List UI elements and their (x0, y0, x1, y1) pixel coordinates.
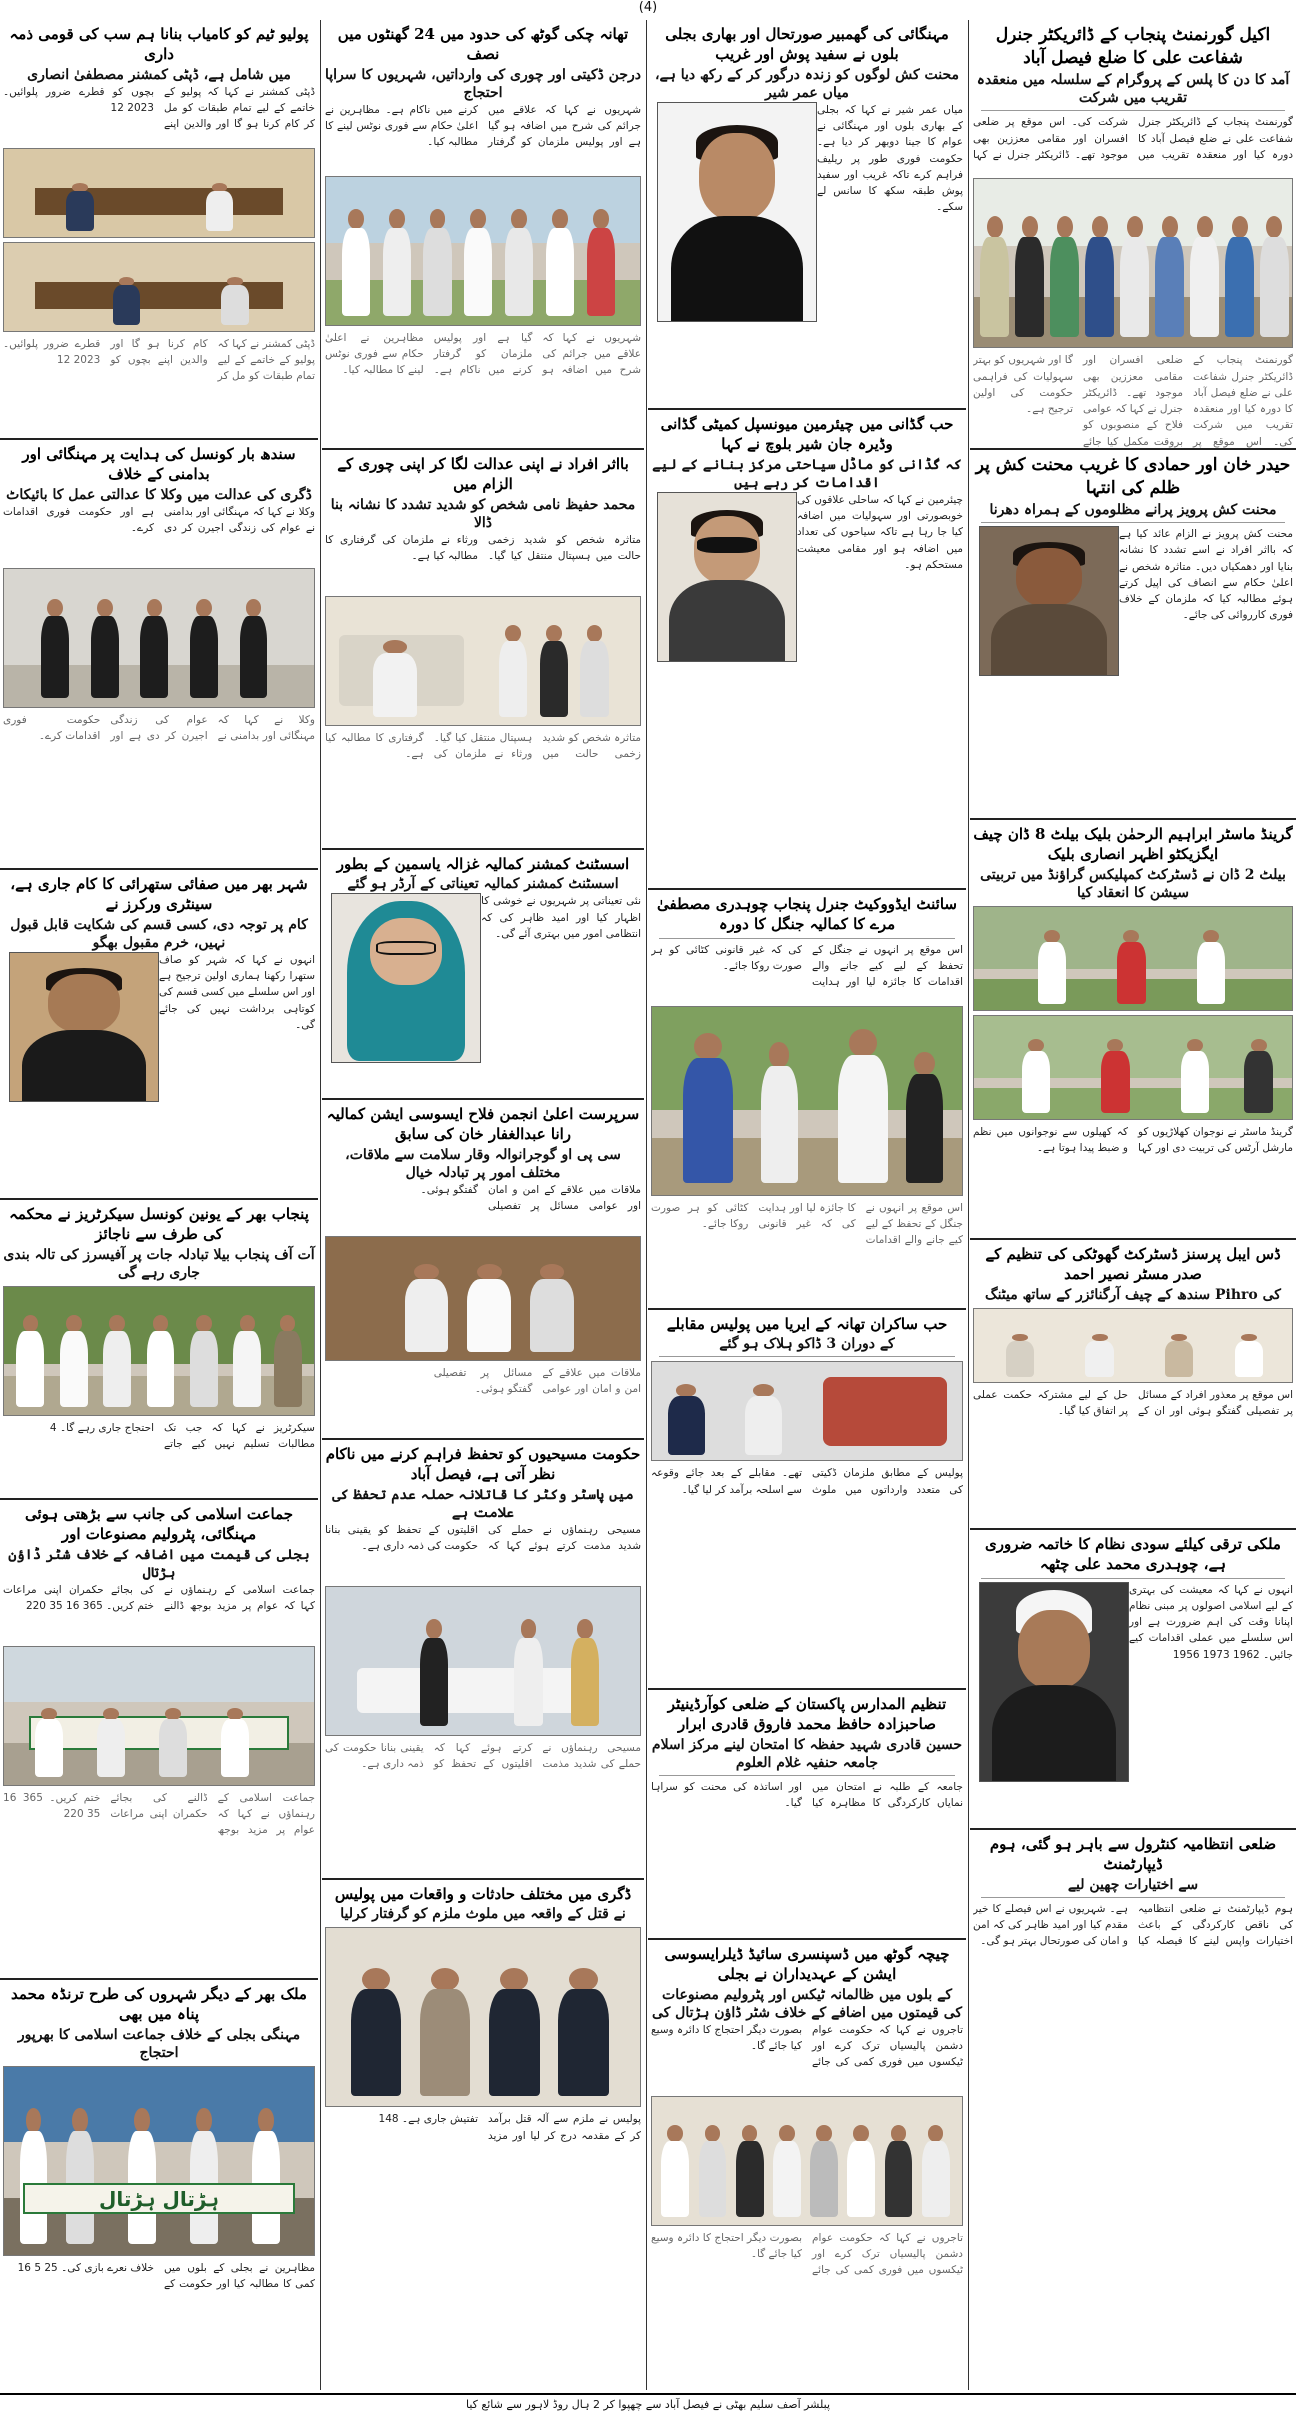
deck: کہ گڈانی کو ماڈل سیاحتی مرکز بنانے کے لیے اقدامات کر رہے ہیں (652, 456, 962, 491)
group-photo (973, 178, 1293, 348)
headline: حیدر خان اور حمادی کا غریب محنت کش پر ظلم کی انتہا (975, 455, 1291, 498)
meeting-photo (325, 1236, 641, 1361)
article-body: میاں عمر شیر نے کہا کہ بجلی کے بھاری بلوں اور مہنگائی نے عوام کا جینا دوبھر کر دیا ہے۔ حکومت فوری طور پر ریلیف فراہم کرے تاکہ غریب اور سفید پوش طبقہ سکھ کا سانس لے سکے۔ (817, 103, 963, 214)
article-assistant-commissioner (322, 850, 644, 1100)
article-christians (322, 1440, 644, 1880)
article-madaris-exam (648, 1690, 966, 1940)
article-disabled-persons (970, 1240, 1296, 1530)
article-body-continued: تاجروں نے کہا کہ حکومت عوام دشمن پالیسیاں ترک کرے اور ٹیکسوں میں فوری کمی کی جائے بصورت دیگر احتجاج کا دائرہ وسیع کیا جائے گا۔ (651, 2231, 963, 2277)
article-body: انہوں نے کہا کہ معیشت کی بہتری کے لیے اسلامی اصولوں پر مبنی نظام اپنانا وقت کی اہم ضرورت ہے اور اس سلسلے میں عملی اقدامات کیے جائیں۔ 1962 1973 1956 (1129, 1583, 1293, 1661)
deck: کام پر توجہ دی، کسی قسم کی شکایت قابل قبول نہیں، خرم مقبول بھگو (10, 916, 308, 951)
secretaries-photo (3, 1286, 315, 1416)
speaker-portrait (657, 102, 817, 322)
headline: جماعت اسلامی کی جانب سے بڑھتی ہوئی مہنگائی، پٹرولیم مصنوعات اور (24, 1505, 294, 1544)
deck: حسین قادری شہید حفظہ کا امتحان لینے مرکز اسلام جامعہ حنفیہ غلام العلوم (651, 1736, 963, 1771)
column-separator (320, 20, 321, 2390)
article-body: اس موقع پر انہوں نے جنگل کے تحفظ کے لیے کیے جانے والے اقدامات کا جائزہ لیا اور ہدایت کی کہ غیر قانونی کٹائی کو ہر صورت روکا جائے۔ (651, 943, 963, 989)
headline: سائنٹ ایڈووکیٹ جنرل پنجاب چوہدری مصطفیٰ مرے کا کمالیہ جنگل کا دورہ (657, 895, 957, 934)
protest-rally-photo (3, 2066, 315, 2256)
article-body: گورنمنٹ پنجاب کے ڈائریکٹر جنرل شفاعت علی نے ضلع فیصل آباد کا دورہ کیا اور منعقدہ تقریب میں شرکت کی۔ اس موقع پر ضلعی افسران اور مقامی معززین بھی موجود تھے۔ ڈائریکٹر جنرل نے کہا (973, 116, 1293, 161)
article-body: جامعہ کے طلبہ نے امتحان میں نمایاں کارکردگی کا مظاہرہ کیا اور اساتذہ کی محنت کو سراہا گیا۔ (651, 1780, 963, 1810)
deck: میں پاسٹر وکٹر کا قاتلانہ حملہ عدم تحفظ کی علامت ہے (332, 1486, 634, 1521)
article-uc-secretaries (0, 1200, 318, 1500)
encounter-photo (651, 1361, 963, 1461)
chairman-portrait (657, 492, 797, 662)
training-photo-top (973, 906, 1293, 1011)
meeting-photo (973, 1308, 1293, 1383)
official-portrait (9, 952, 159, 1102)
article-kamalia-forest (648, 890, 966, 1310)
deck: میں شامل ہے، ڈپٹی کمشنر مصطفیٰ انصاری (27, 66, 291, 83)
article-body: ملاقات میں علاقے کے امن و امان اور عوامی مسائل پر تفصیلی گفتگو ہوئی۔ (420, 1183, 641, 1213)
article-body: اس موقع پر معذور افراد کے مسائل پر تفصیلی گفتگو ہوئی اور ان کے حل کے لیے مشترکہ حکمت عملی پر اتفاق کیا گیا۔ (973, 1388, 1293, 1417)
article-body: گرینڈ ماسٹر نے نوجوان کھلاڑیوں کو مارشل آرٹس کی تربیت دی اور کہا کہ کھیلوں سے نوجوانوں میں نظم و ضبط پیدا ہوتا ہے۔ (973, 1125, 1293, 1155)
article-body-continued: شہریوں نے کہا کہ علاقے میں جرائم کی شرح میں اضافہ ہو گیا ہے اور پولیس ملزمان کو گرفتار کرنے میں ناکام ہے۔ مظاہرین نے اعلیٰ حکام سے فوری نوٹس لینے کا مطالبہ کیا۔ (325, 331, 641, 377)
headline: ڈس ایبل پرسنز ڈسٹرکٹ گھوٹکی کی تنظیم کے صدر مسٹر نصیر احمد (985, 1245, 1281, 1284)
divider (981, 110, 1285, 111)
article-robberies (322, 20, 644, 450)
deck: کے دوران 3 ڈاکو ہلاک ہو گئے (719, 1336, 895, 1353)
article-body-continued: ڈپٹی کمشنر نے کہا کہ پولیو کے خاتمے کے لیے تمام طبقات کو مل کر کام کرنا ہو گا اور والدین اپنے بچوں کو قطرے ضرور پلوائیں۔ 2023 12 (3, 337, 315, 383)
deck: کے بلوں میں ظالمانہ ٹیکس اور پٹرولیم مصنوعات کی قیمتوں میں اضافے کے خلاف شٹر ڈاؤن ہڑتال کی (651, 1986, 963, 2021)
article-body-continued: وکلا نے کہا کہ مہنگائی اور بدامنی نے عوام کی زندگی اجیرن کر دی ہے اور حکومت فوری اقدامات کرے۔ (3, 713, 315, 742)
column-2 (648, 20, 966, 2390)
headline: حکومت مسیحیوں کو تحفظ فراہم کرنے میں ناکام نظر آتی ہے، فیصل آباد (325, 1445, 641, 1484)
column-separator (646, 20, 647, 2390)
deck: آمد کا دن کا پلس کے پروگرام کے سلسلہ میں منعقدہ تقریب میں شرکت (976, 71, 1290, 107)
headline: ملک بھر کے دیگر شہروں کی طرح ترنڈہ محمد پناہ میں بھی (11, 1985, 307, 2024)
headline: پولیو ٹیم کو کامیاب بنانا ہم سب کی قومی ذمہ داری (9, 25, 309, 64)
deck: اسسٹنٹ کمشنر کمالیہ تعیناتی کے آرڈر ہو گئے (347, 876, 619, 893)
article-body-continued: گورنمنٹ پنجاب کے ڈائریکٹر جنرل شفاعت علی نے ضلع فیصل آباد کا دورہ کیا اور منعقدہ تقریب میں شرکت کی۔ اس موقع پر ضلعی افسران اور مقامی معززین بھی موجود تھے۔ ڈائریکٹر جنرل نے کہا کہ عوامی فلاح کے منصوبوں کو بروقت مکمل کیا جائے گا اور شہریوں کو بہتر سہولیات کی فراہمی حکومت کی اولین ترجیح ہے۔ (973, 354, 1293, 448)
headline: مہنگائی کی گھمبیر صورتحال اور بھاری بجلی بلوں نے سفید پوش اور غریب (665, 25, 949, 64)
article-body: مظاہرین نے بجلی کے بلوں میں کمی کا مطالبہ کیا اور حکومت کے خلاف نعرے بازی کی۔ 25 5 16 (17, 2261, 315, 2291)
article-tarinda-protest (0, 1980, 318, 2380)
headline: پنجاب بھر کے یونین کونسل سیکرٹریز نے محکمہ کی طرف سے ناجائز (9, 1205, 309, 1244)
lawyers-photo (3, 568, 315, 708)
article-body: تاجروں نے کہا کہ حکومت عوام دشمن پالیسیاں ترک کرے اور ٹیکسوں میں فوری کمی کی جائے بصورت دیگر احتجاج کا دائرہ وسیع کیا جائے گا۔ (651, 2023, 963, 2069)
article-body: سیکرٹریز نے کہا کہ جب تک مطالبات تسلیم نہیں کیے جاتے احتجاج جاری رہے گا۔ 4 (49, 1421, 315, 1451)
article-body: مسیحی رہنماؤں نے حملے کی شدید مذمت کرتے ہوئے کہا کہ اقلیتوں کے تحفظ کو یقینی بنانا حکومت کی ذمہ داری ہے۔ (325, 1523, 641, 1553)
page-number: (4) (638, 0, 658, 15)
headline: سرپرست اعلیٰ انجمن فلاح ایسوسی ایشن کمالیہ رانا عبدالغفار خان کی سابق (326, 1105, 640, 1144)
police-arrest-photo (325, 1927, 641, 2107)
headline: ڈگری میں مختلف حادثات و واقعات میں پولیس (334, 1885, 632, 1903)
office-photo-bottom (3, 242, 315, 332)
article-body: چیئرمین نے کہا کہ ساحلی علاقوں کی خوبصورتی اور سہولیات میں اضافہ کیا جا رہا ہے تاکہ سیاحوں کی تعداد میں اضافہ ہو اور مقامی معیشت مستحکم ہو۔ (797, 493, 963, 571)
divider (659, 1356, 955, 1357)
training-photo-bottom (973, 1015, 1293, 1120)
article-strike-dealers (648, 1940, 966, 2390)
article-polio (0, 20, 318, 440)
deck: سے اختیارات چھین لیے (1067, 1876, 1199, 1893)
speaker-portrait (979, 1582, 1129, 1782)
article-body: ہوم ڈیپارٹمنٹ نے ضلعی انتظامیہ کی ناقص کارکردگی کے باعث اختیارات واپس لینے کا فیصلہ کیا ہے۔ شہریوں نے اس فیصلے کا خیر مقدم کیا اور امید ظاہر کی کہ امن و امان کی صورتحال بہتر ہو گی۔ (973, 1902, 1293, 1948)
article-gadani (648, 410, 966, 890)
column-1 (970, 20, 1296, 2390)
article-jamaat-strike (0, 1500, 318, 1980)
headline: شہر بھر میں صفائی ستھرائی کا کام جاری ہے، سینٹری ورکرز نے (10, 875, 308, 914)
article-body-continued: متاثرہ شخص کو شدید زخمی حالت میں ہسپتال منتقل کیا گیا۔ ورثاء نے ملزمان کی گرفتاری کا مطالبہ کیا ہے۔ (325, 731, 641, 761)
headline: چیچہ گوٹھ میں ڈسپنسری سائیڈ ڈیلرایسوسی ایشن کے عہدیداران نے بجلی (664, 1945, 950, 1984)
article-martial-arts (970, 820, 1296, 1240)
article-bar-council (0, 440, 318, 870)
article-laborer (970, 450, 1296, 820)
article-sanitation (0, 870, 318, 1200)
headline: حب ساکران تھانہ کے ایریا میں پولیس مقابلے (666, 1315, 948, 1333)
article-cpo-meeting (322, 1100, 644, 1440)
article-police-encounter (648, 1310, 966, 1690)
dealers-group-photo (651, 2096, 963, 2226)
article-body-continued: ملاقات میں علاقے کے امن و امان اور عوامی مسائل پر تفصیلی گفتگو ہوئی۔ (433, 1366, 641, 1396)
headline: حب گڈانی میں چیئرمین میونسپل کمیٹی گڈانی وڈیرہ جان شیر بلوچ نے کہا (660, 415, 954, 454)
deck: بجلی کی قیمت میں اضافہ کے خلاف شٹر ڈاؤن ہڑتال (8, 1546, 310, 1581)
headline: سندھ بار کونسل کی ہدایت پر مہنگائی اور بدامنی کے خلاف (22, 445, 296, 484)
deck: بیلٹ 2 ڈان نے ڈسٹرکٹ کمپلیکس گراؤنڈ میں تربیتی سیشن کا انعقاد کیا (980, 866, 1286, 901)
victim-hospital-photo (325, 596, 641, 726)
article-body: متاثرہ شخص کو شدید زخمی حالت میں ہسپتال منتقل کیا گیا۔ ورثاء نے ملزمان کی گرفتاری کا مطالبہ کیا ہے۔ (325, 533, 641, 563)
protest-photo (325, 176, 641, 326)
article-body: محنت کش پرویز نے الزام عائد کیا ہے کہ بااثر افراد نے اسے تشدد کا نشانہ بنایا اور دھمکیاں دیں۔ متاثرہ شخص نے اعلیٰ حکام سے انصاف کی اپیل کرتے ہوئے مطالبہ کیا کہ ملزمان کے خلاف فوری کارروائی کی جائے۔ (1119, 528, 1293, 622)
article-body: ڈپٹی کمشنر نے کہا کہ پولیو کے خاتمے کے لیے تمام طبقات کو مل کر کام کرنا ہو گا اور والدین اپنے بچوں کو قطرے ضرور پلوائیں۔ 2023 12 (3, 85, 315, 131)
divider (981, 1578, 1285, 1579)
headline: ملکی ترقی کیلئے سودی نظام کا خاتمہ ضروری ہے، چوہدری محمد علی چٹھہ (985, 1535, 1281, 1574)
office-photo-top (3, 148, 315, 238)
article-home-department (970, 1830, 1296, 2390)
article-body-continued: مسیحی رہنماؤں نے حملے کی شدید مذمت کرتے ہوئے کہا کہ اقلیتوں کے تحفظ کو یقینی بنانا حکومت کی ذمہ داری ہے۔ (325, 1741, 641, 1771)
article-interest-free (970, 1530, 1296, 1830)
headline: اسسٹنٹ کمشنر کمالیہ غزالہ یاسمین کے بطور (336, 855, 630, 873)
deck: ڈگری کی عدالت میں وکلا کا عدالتی عمل کا بائیکاٹ (6, 486, 312, 503)
article-inflation (648, 20, 966, 410)
commissioner-portrait (331, 893, 481, 1063)
headline: تھانہ چکی گوٹھ کی حدود میں 24 گھنٹوں میں نصف (337, 25, 629, 64)
article-body: انہوں نے کہا کہ شہر کو صاف ستھرا رکھنا ہماری اولین ترجیح ہے اور اس سلسلے میں کسی قسم کی کوتاہی برداشت نہیں کی جائے گی۔ (159, 953, 315, 1031)
article-body: جماعت اسلامی کے رہنماؤں نے کہا کہ عوام پر مزید بوجھ ڈالنے کی بجائے حکمران اپنی مراعات ختم کریں۔ 365 16 35 220 (3, 1583, 315, 1613)
deck: آت آف پنجاب بیلا تبادلہ جات پر آفیسرز کی تالہ بندی جاری رہے گی (3, 1246, 315, 1281)
article-body-continued: جماعت اسلامی کے رہنماؤں نے کہا کہ عوام پر مزید بوجھ ڈالنے کی بجائے حکمران اپنی مراعات ختم کریں۔ 365 16 35 220 (3, 1791, 315, 1837)
forest-visit-photo (651, 1006, 963, 1196)
headline: بااثر افراد نے اپنی عدالت لگا کر اپنی چوری کے الزام میں (337, 455, 629, 494)
deck: سی پی او گوجرانوالہ وقار سلامت سے ملاقات، مختلف امور پر تبادلہ خیال (345, 1146, 621, 1181)
article-body: وکلا نے کہا کہ مہنگائی اور بدامنی نے عوام کی زندگی اجیرن کر دی ہے اور حکومت فوری اقدامات کرے۔ (3, 505, 315, 534)
jamaat-rally-photo (3, 1646, 315, 1786)
publisher-footer: پبلشر آصف سلیم بھٹی نے فیصل آباد سے چھپوا کر 2 ہال روڈ لاہور سے شائع کیا (0, 2393, 1296, 2415)
article-body-continued: اس موقع پر انہوں نے جنگل کے تحفظ کے لیے کیے جانے والے اقدامات کا جائزہ لیا اور ہدایت کی کہ غیر قانونی کٹائی کو ہر صورت روکا جائے۔ (651, 1201, 963, 1247)
headline: ضلعی انتظامیہ کنٹرول سے باہر ہو گئی، ہوم ڈیپارٹمنٹ (989, 1835, 1277, 1874)
deck: محنت کش لوگوں کو زندہ درگور کر کے رکھ دیا ہے، میاں عمر شیر (654, 66, 960, 101)
deck: کی Pihro سندھ کے چیف آرگنائزر کے ساتھ میٹنگ (985, 1286, 1281, 1303)
protest-banner: ہڑتال ہڑتال (23, 2183, 296, 2213)
deck: محمد حفیظ نامی شخص کو شدید تشدد کا نشانہ بنا ڈالا (330, 496, 636, 531)
deck: درجن ڈکیتی اور چوری کی وارداتیں، شہریوں کا سراپا احتجاج (324, 66, 641, 101)
column-4 (0, 20, 318, 2390)
article-digri-arrest (322, 1880, 644, 2370)
column-separator (968, 20, 969, 2390)
divider (981, 1897, 1285, 1898)
headline: گرینڈ ماسٹر ابراہیم الرحمٰن بلیک بیلٹ 8 ڈان چیف ایگزیکٹو اظہر انصاری بلیک (973, 825, 1293, 864)
victim-photo (979, 526, 1119, 676)
headline: تنظیم المدارس پاکستان کے ضلعی کوآرڈینیٹر صاحبزادہ حافظ محمد فاروق قادری ابرار (667, 1695, 947, 1734)
article-body: پولیس کے مطابق ملزمان ڈکیتی کی متعدد وارداتوں میں ملوث تھے۔ مقابلے کے بعد جائے وقوعہ سے اسلحہ برآمد کر لیا گیا۔ (651, 1467, 963, 1496)
deck: محنت کش پرویز پرانے مظلوموں کے ہمراہ دھرنا (989, 501, 1277, 518)
divider (659, 938, 955, 939)
article-dg-visit (970, 20, 1296, 450)
hospital-photo (325, 1586, 641, 1736)
headline: اکیل گورنمنٹ پنجاب کے ڈائریکٹر جنرل شفاعت علی کا ضلع فیصل آباد (995, 25, 1271, 68)
article-body: شہریوں نے کہا کہ علاقے میں جرائم کی شرح میں اضافہ ہو گیا ہے اور پولیس ملزمان کو گرفتار کرنے میں ناکام ہے۔ مظاہرین نے اعلیٰ حکام سے فوری نوٹس لینے کا مطالبہ کیا۔ (325, 103, 641, 149)
deck: مہنگی بجلی کے خلاف جماعت اسلامی کا بھرپور احتجاج (17, 2026, 301, 2061)
divider (981, 522, 1285, 523)
article-body: نئی تعیناتی پر شہریوں نے خوشی کا اظہار کیا اور امید ظاہر کی کہ انتظامی امور میں بہتری آئے گی۔ (481, 895, 641, 940)
divider (659, 1775, 955, 1776)
deck: نے قتل کے واقعہ میں ملوث ملزم کو گرفتار کرلیا (340, 1906, 626, 1923)
article-assault (322, 450, 644, 850)
article-body: پولیس نے ملزم سے آلہ قتل برآمد کر کے مقدمہ درج کر لیا اور مزید تفتیش جاری ہے۔ 148 (378, 2113, 641, 2142)
column-3 (322, 20, 644, 2390)
